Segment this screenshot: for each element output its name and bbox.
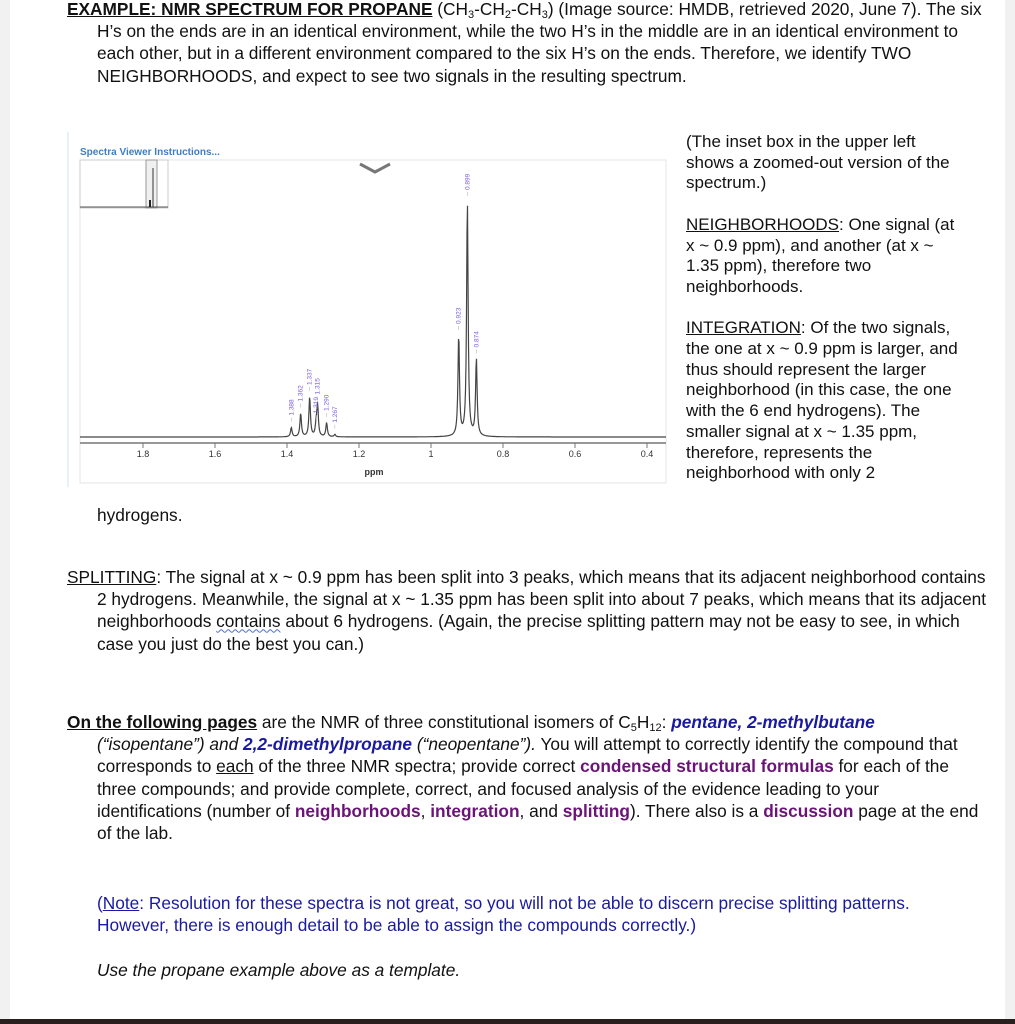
x-tick-label: 0.6	[568, 449, 582, 459]
intro-text: (Image source: HMDB, retrieved 2020, June 7). The six H’s on the ends are in an identical environment, while the two H’s in the middle are in an identical environment to each other, but in a different environment compared to the six H’s on the ends. Therefore, we identify TWO NEIGHBORHOODS, and expect to see two signals in the resulting spectrum.	[97, 0, 982, 86]
splitting-paragraph: SPLITTING: The signal at x ~ 0.9 ppm has been split into 3 peaks, which means that its adjacent neighborhood contains 2 hydrogens. Meanwhile, the signal at x ~ 1.35 ppm has been split into about 7 peaks, which means that its adjacent neighborhoods contains about 6 hydrogens. (Again, the precise splitting pattern may not be easy to see, in which case you just do the best you can.)	[67, 567, 987, 654]
peak-label: 0.874	[473, 331, 481, 348]
hydrogens-continuation: hydrogens.	[97, 505, 183, 525]
spectrum-trace	[80, 206, 666, 437]
example-heading: EXAMPLE: NMR SPECTRUM FOR PROPANE	[67, 0, 433, 19]
peak-label: 1.315	[314, 378, 322, 395]
neighborhoods-note: NEIGHBORHOODS: One signal (at x ~ 0.9 ppm), and another (at x ~ 1.35 ppm), therefore two neighborhoods.	[686, 214, 955, 296]
peak-label: 1.337	[306, 368, 314, 386]
note-paragraph: (Note: Resolution for these spectra is not great, so you will not be able to discern precise splitting patterns. However, there is enough detail to be able to assign the compounds correctly.)	[97, 893, 910, 936]
propane-formula: $(CH_3-CH_2-CH_3)$	[437, 0, 554, 21]
peak-label: 1.319	[313, 396, 321, 414]
bottom-bar	[0, 1019, 1015, 1024]
template-instruction: Use the propane example above as a template.	[97, 960, 461, 980]
side-notes	[686, 132, 961, 505]
nmr-spectrum-viewer[interactable]	[67, 132, 667, 487]
x-axis-label: ppm	[364, 467, 384, 477]
inset-viewport-handle[interactable]	[146, 160, 157, 208]
peak-label: 1.362	[297, 385, 305, 402]
x-tick-label: 1.4	[280, 449, 294, 459]
inset-note: (The inset box in the upper left shows a zoomed-out version of the spectrum.)	[686, 132, 950, 193]
integration-note: INTEGRATION: Of the two signals, the one at x ~ 0.9 ppm is larger, and thus should represent the larger neighborhood (in this case, the one with the 6 end hydrogens). The smaller signal at x ~ 1.35 ppm, therefore, represents the neighborhood with only 2	[686, 318, 958, 483]
peak-label: 1.267	[331, 406, 339, 423]
x-tick-label: 1.6	[208, 449, 222, 459]
x-tick-label: 0.8	[496, 449, 510, 459]
peak-label: 1.290	[323, 394, 331, 411]
instructions-paragraph: On the following pages are the NMR of three constitutional isomers of $C_5H_{12}$: pentane, 2-methylbutane (“isopentane”) and 2,2-dimethylpropane (“neopentane”). You will attempt to correctly identify the compound that corresponds to each of the three NMR spectra; provide correct condensed structural formulas for each of the three compounds; and provide complete, correct, and focused analysis of the evidence leading to your identifications (number of neighborhoods, integration, and splitting). There also is a discussion page at the end of the lab.	[67, 712, 979, 844]
x-tick-label: 1.8	[136, 449, 150, 459]
collapse-chevron-icon[interactable]	[360, 164, 390, 172]
peak-label: 0.923	[455, 307, 463, 324]
x-tick-label: 0.4	[640, 449, 654, 459]
inset-overview[interactable]	[80, 160, 168, 208]
spectra-viewer-instructions-link[interactable]: Spectra Viewer Instructions...	[80, 147, 220, 158]
peak-label: 1.388	[288, 399, 296, 416]
x-tick-label: 1.2	[352, 449, 366, 459]
intro-paragraph	[67, 0, 987, 87]
x-tick-label: 1	[428, 449, 434, 459]
peak-label: 0.899	[464, 173, 472, 190]
